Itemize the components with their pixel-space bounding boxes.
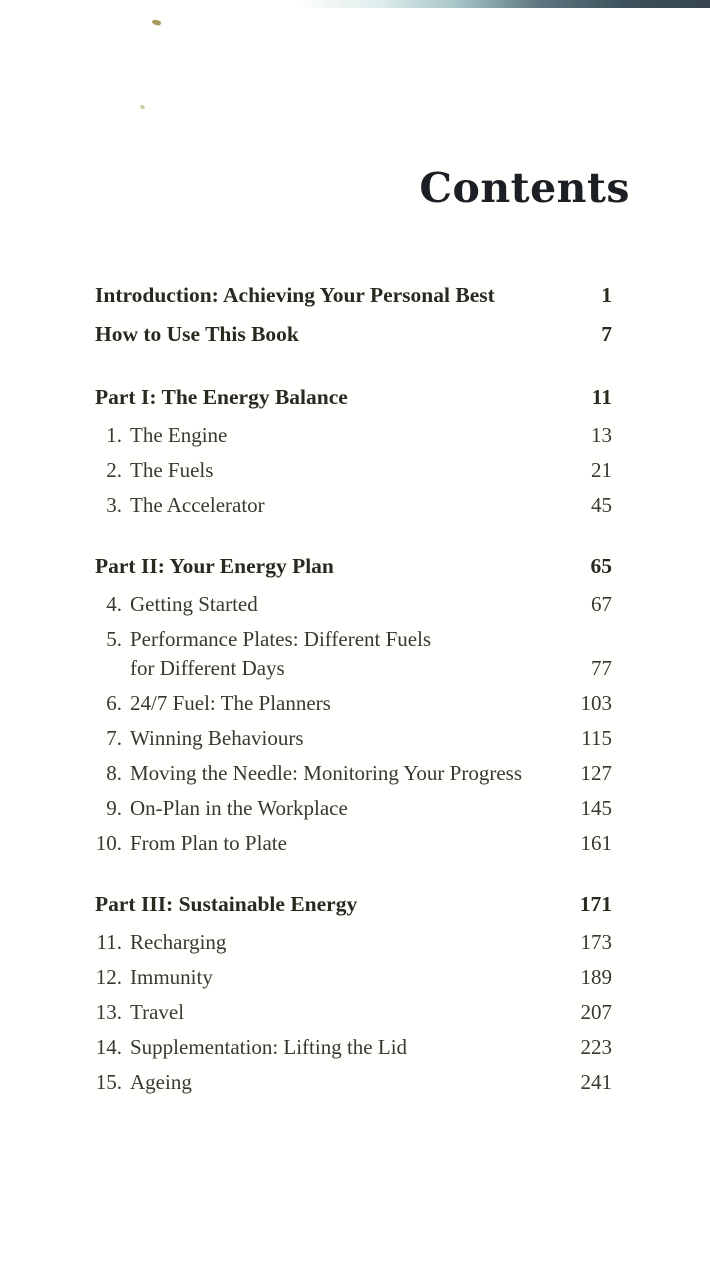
toc-entry — [95, 721, 612, 756]
entry-page-number: 189 — [580, 965, 612, 989]
toc-entry-introduction — [95, 276, 612, 315]
entry-title: From Plan to Plate — [130, 831, 287, 855]
entry-page-number: 115 — [581, 726, 612, 750]
toc-entry — [95, 1065, 612, 1100]
page-title: Contents — [419, 164, 630, 212]
entry-page-number: 21 — [591, 458, 612, 482]
toc-entry — [95, 488, 612, 523]
entry-title: The Engine — [130, 423, 228, 447]
chapter-number: 1. — [106, 423, 122, 447]
entry-page-number: 11 — [591, 385, 612, 409]
toc-part-heading — [95, 380, 612, 415]
chapter-number: 14. — [95, 1035, 122, 1059]
entry-page-number: 171 — [579, 892, 612, 916]
entry-page-number: 65 — [590, 554, 612, 578]
entry-page-number: 13 — [591, 423, 612, 447]
chapter-number: 6. — [106, 691, 122, 715]
toc-entry — [95, 960, 612, 995]
chapter-number: 7. — [106, 726, 122, 750]
entry-page-number: 103 — [580, 691, 612, 715]
chapter-number: 3. — [106, 493, 122, 517]
part-label: Part II: Your Energy Plan — [95, 554, 334, 578]
toc-entry — [95, 622, 612, 657]
entry-title: Supplementation: Lifting the Lid — [130, 1035, 408, 1059]
toc-entry — [95, 826, 612, 861]
chapter-number: 11. — [96, 930, 122, 954]
entry-page-number: 7 — [601, 322, 612, 346]
toc-entry — [95, 756, 612, 791]
toc-entry — [95, 453, 612, 488]
entry-title: The Accelerator — [130, 493, 265, 517]
entry-title: The Fuels — [130, 458, 214, 482]
part-label: Part I: The Energy Balance — [95, 385, 348, 409]
scan-speck — [151, 19, 161, 27]
entry-page-number: 67 — [591, 592, 612, 616]
toc-entry — [95, 686, 612, 721]
entry-title: Recharging — [130, 930, 227, 954]
chapter-number: 10. — [95, 831, 122, 855]
chapter-number: 4. — [106, 592, 122, 616]
chapter-number: 15. — [95, 1070, 122, 1094]
entry-page-number: 45 — [591, 493, 612, 517]
entry-title: Travel — [130, 1000, 185, 1024]
part-label: Part III: Sustainable Energy — [95, 892, 358, 916]
scanned-page-top-edge — [0, 0, 710, 8]
scan-speck — [139, 104, 145, 110]
toc-part-heading — [95, 887, 612, 922]
entry-page-number: 161 — [580, 831, 612, 855]
toc-entry-wrap-line — [130, 654, 612, 683]
toc-entry — [95, 1030, 612, 1065]
chapter-number: 2. — [106, 458, 122, 482]
entry-page-number: 127 — [580, 761, 612, 785]
entry-title: Moving the Needle: Monitoring Your Progress — [130, 761, 522, 785]
chapter-number: 9. — [106, 796, 122, 820]
entry-title: Performance Plates: Different Fuels — [130, 627, 432, 651]
entry-title-line2: for Different Days — [130, 656, 285, 680]
entry-page-number: 241 — [580, 1070, 612, 1094]
toc-entry-how-to-use — [95, 315, 612, 354]
entry-page-number: 145 — [580, 796, 612, 820]
toc-part-heading — [95, 549, 612, 584]
entry-page-number: 173 — [580, 930, 612, 954]
entry-title: Ageing — [130, 1070, 192, 1094]
entry-page-number: 1 — [601, 283, 612, 307]
entry-title: Immunity — [130, 965, 213, 989]
entry-title: Winning Behaviours — [130, 726, 304, 750]
toc-entry — [95, 995, 612, 1030]
entry-title: 24/7 Fuel: The Planners — [130, 691, 331, 715]
toc-entry — [95, 418, 612, 453]
entry-title: Getting Started — [130, 592, 258, 616]
entry-page-number: 77 — [591, 656, 612, 680]
table-of-contents — [95, 276, 612, 1100]
entry-title: How to Use This Book — [95, 322, 299, 346]
entry-page-number: 207 — [580, 1000, 612, 1024]
entry-title: On-Plan in the Workplace — [130, 796, 348, 820]
chapter-number: 5. — [106, 627, 122, 651]
toc-entry — [95, 925, 612, 960]
entry-page-number: 223 — [580, 1035, 612, 1059]
toc-entry — [95, 791, 612, 826]
entry-title: Introduction: Achieving Your Personal Best — [95, 283, 495, 307]
chapter-number: 13. — [95, 1000, 122, 1024]
chapter-number: 8. — [106, 761, 122, 785]
toc-entry — [95, 587, 612, 622]
chapter-number: 12. — [95, 965, 122, 989]
